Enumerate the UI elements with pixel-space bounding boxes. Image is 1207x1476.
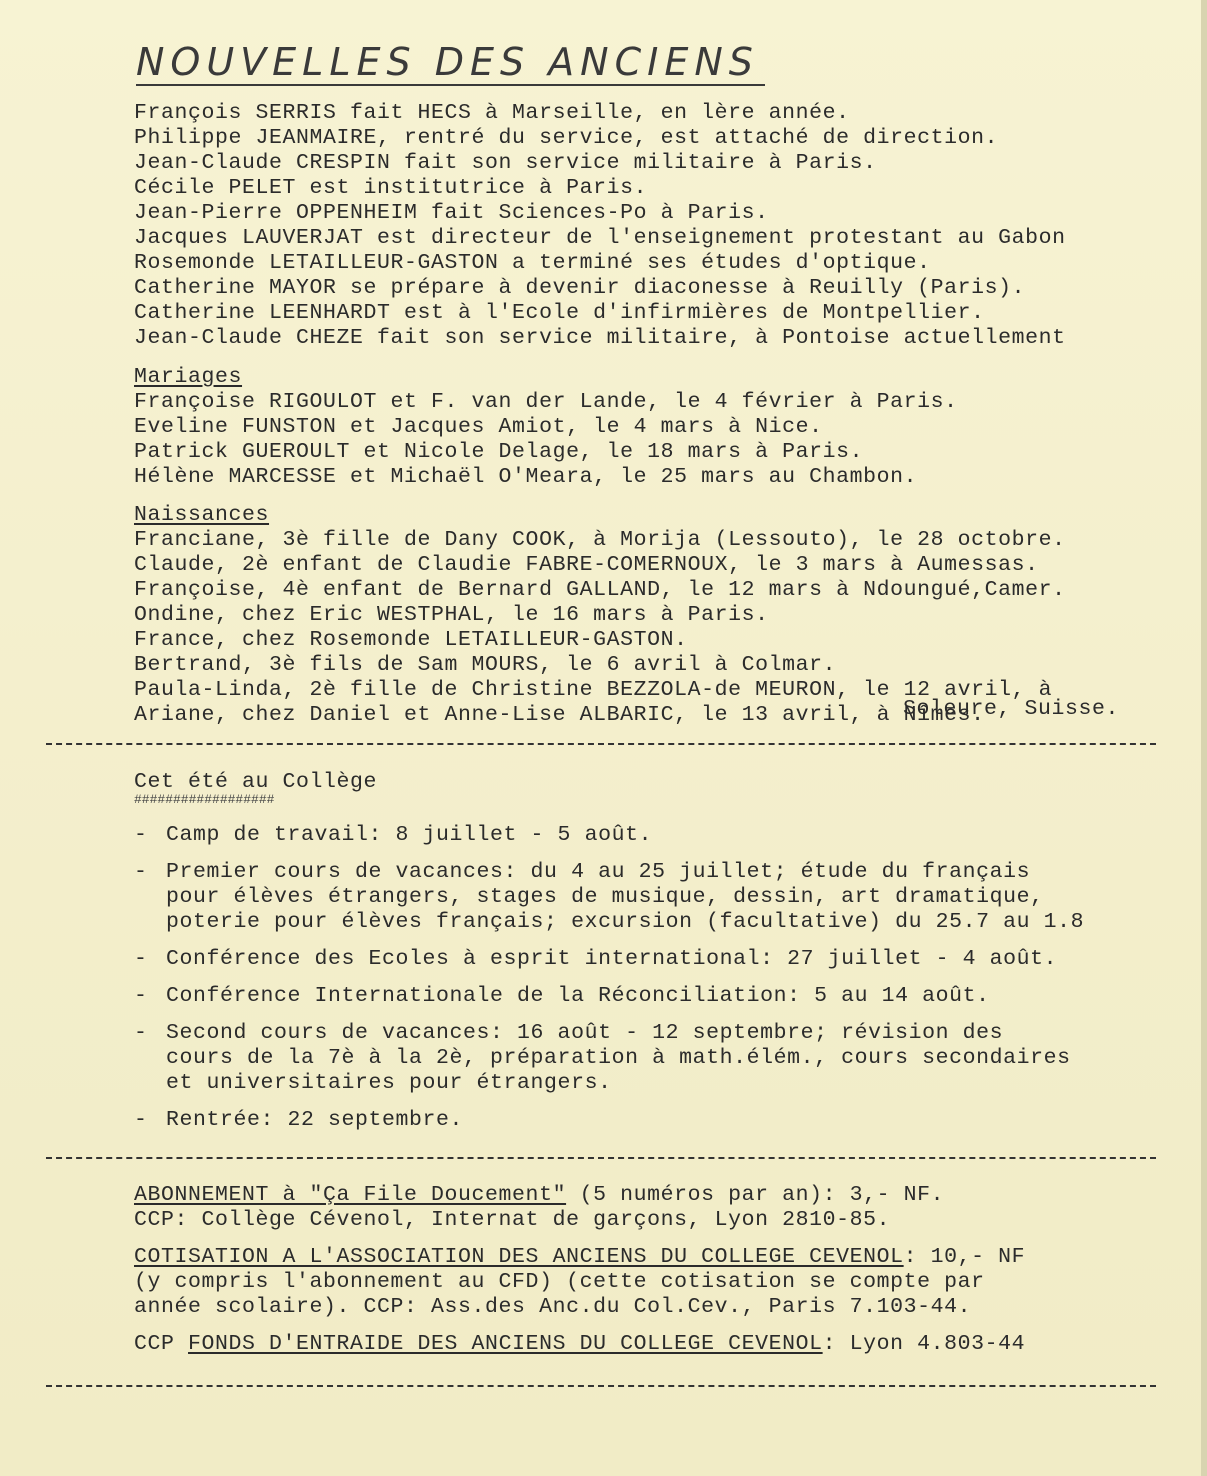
ete-item-line: - Conférence des Ecoles à esprit international: 27 juillet - 4 août. [134, 947, 1174, 972]
overtyped-note: Soleure, Suisse. [903, 697, 1120, 721]
abonnement-price: (5 numéros par an): 3,- NF. [566, 1183, 945, 1207]
news-line: Rosemonde LETAILLEUR-GASTON a terminé ses études d'optique. [134, 251, 931, 275]
ete-item-line: poterie pour élèves français; excursion (facultative) du 25.7 au 1.8 [166, 910, 1085, 934]
news-line: Jean-Claude CRESPIN fait son service militaire à Paris. [134, 151, 877, 175]
fonds-prefix: CCP [134, 1332, 189, 1356]
mariages-section [134, 365, 1174, 490]
ete-section [134, 770, 1174, 1145]
subscription-section [134, 1183, 1174, 1357]
ete-item [134, 984, 1174, 1009]
cotisation-line-2: (y compris l'abonnement au CFD) (cette cotisation se compte par [134, 1270, 985, 1294]
abonnement-line [134, 1183, 1174, 1208]
abonnement-ccp: CCP: Collège Cévenol, Internat de garçons, Lyon 2810-85. [134, 1208, 891, 1232]
news-line: Jean-Claude CHEZE fait son service militaire, à Pontoise actuellement [134, 326, 1066, 350]
cotisation-line-3: année scolaire). CCP: Ass.des Anc.du Col.Cev., Paris 7.103-44. [134, 1295, 972, 1319]
fonds-line [134, 1332, 1174, 1357]
ete-item-line: et universitaires pour étrangers. [166, 1071, 612, 1095]
naissance-line: Ondine, chez Eric WESTPHAL, le 16 mars à Paris. [134, 603, 769, 627]
mariage-line: Hélène MARCESSE et Michaël O'Meara, le 25 mars au Chambon. [134, 465, 918, 489]
ete-item [134, 823, 1174, 848]
naissances-heading: Naissances [134, 503, 270, 527]
dashed-divider [46, 743, 1156, 745]
ete-item-line: pour élèves étrangers, stages de musique, dessin, art dramatique, [166, 885, 1044, 909]
ete-item-line: cours de la 7è à la 2è, préparation à math.élém., cours secondaires [166, 1046, 1071, 1070]
news-line: François SERRIS fait HECS à Marseille, en lère année. [134, 101, 850, 125]
ete-item [134, 1021, 1174, 1096]
ete-heading-underline: ################## [134, 792, 275, 807]
mariage-line: Françoise RIGOULOT et F. van der Lande, le 4 février à Paris. [134, 390, 958, 414]
news-line: Catherine MAYOR se prépare à devenir diaconesse à Reuilly (Paris). [134, 276, 1026, 300]
naissance-line: Paula-Linda, 2è fille de Christine BEZZOLA-de MEURON, le 12 avril, à [134, 678, 1053, 702]
ete-item-line: - Second cours de vacances: 16 août - 12 septembre; révision des [134, 1021, 1174, 1046]
naissance-line: France, chez Rosemonde LETAILLEUR-GASTON. [134, 628, 688, 652]
dashed-divider [46, 1157, 1156, 1159]
news-list [134, 101, 1174, 351]
mariage-line: Eveline FUNSTON et Jacques Amiot, le 4 mars à Nice. [134, 415, 823, 439]
naissance-line: Bertrand, 3è fils de Sam MOURS, le 6 avril à Colmar. [134, 653, 837, 677]
abonnement-label: ABONNEMENT à "Ça File Doucement" [134, 1183, 567, 1207]
dashed-divider [46, 1385, 1156, 1387]
cotisation-price: : 10,- NF [903, 1245, 1026, 1269]
ete-item-line: - Premier cours de vacances: du 4 au 25 juillet; étude du français [134, 860, 1174, 885]
news-line: Cécile PELET est institutrice à Paris. [134, 176, 648, 200]
news-line: Philippe JEANMAIRE, rentré du service, est attaché de direction. [134, 126, 999, 150]
fonds-label: FONDS D'ENTRAIDE DES ANCIENS DU COLLEGE CEVENOL [188, 1332, 823, 1356]
news-line: Jacques LAUVERJAT est directeur de l'enseignement protestant au Gabon [134, 226, 1066, 250]
ete-item [134, 947, 1174, 972]
paper-edge [1201, 0, 1207, 1476]
cotisation-line [134, 1245, 1174, 1270]
ete-item-line: - Rentrée: 22 septembre. [134, 1108, 1174, 1133]
ete-item-line: - Camp de travail: 8 juillet - 5 août. [134, 823, 1174, 848]
cotisation-label: COTISATION A L'ASSOCIATION DES ANCIENS DU COLLEGE CEVENOL [134, 1245, 904, 1269]
naissances-section [134, 503, 1174, 728]
ete-item [134, 1108, 1174, 1133]
page-title: NOUVELLES DES ANCIENS [136, 40, 765, 86]
ete-item [134, 860, 1174, 935]
news-line: Jean-Pierre OPPENHEIM fait Sciences-Po à Paris. [134, 201, 769, 225]
mariage-line: Patrick GUEROULT et Nicole Delage, le 18 mars à Paris. [134, 440, 864, 464]
naissance-line: Françoise, 4è enfant de Bernard GALLAND, le 12 mars à Ndoungué,Camer. [134, 578, 1066, 602]
naissance-line: Ariane, chez Daniel et Anne-Lise ALBARIC, le 13 avril, à Nîmes. [134, 703, 985, 727]
ete-heading: Cet été au Collège [134, 770, 378, 794]
mariages-heading: Mariages [134, 365, 243, 389]
news-line: Catherine LEENHARDT est à l'Ecole d'infirmières de Montpellier. [134, 301, 985, 325]
naissance-line: Claude, 2è enfant de Claudie FABRE-COMERNOUX, le 3 mars à Aumessas. [134, 553, 1039, 577]
naissance-line: Franciane, 3è fille de Dany COOK, à Morija (Lessouto), le 28 octobre. [134, 528, 1066, 552]
ete-item-line: - Conférence Internationale de la Réconciliation: 5 au 14 août. [134, 984, 1174, 1009]
fonds-ccp: : Lyon 4.803-44 [822, 1332, 1026, 1356]
